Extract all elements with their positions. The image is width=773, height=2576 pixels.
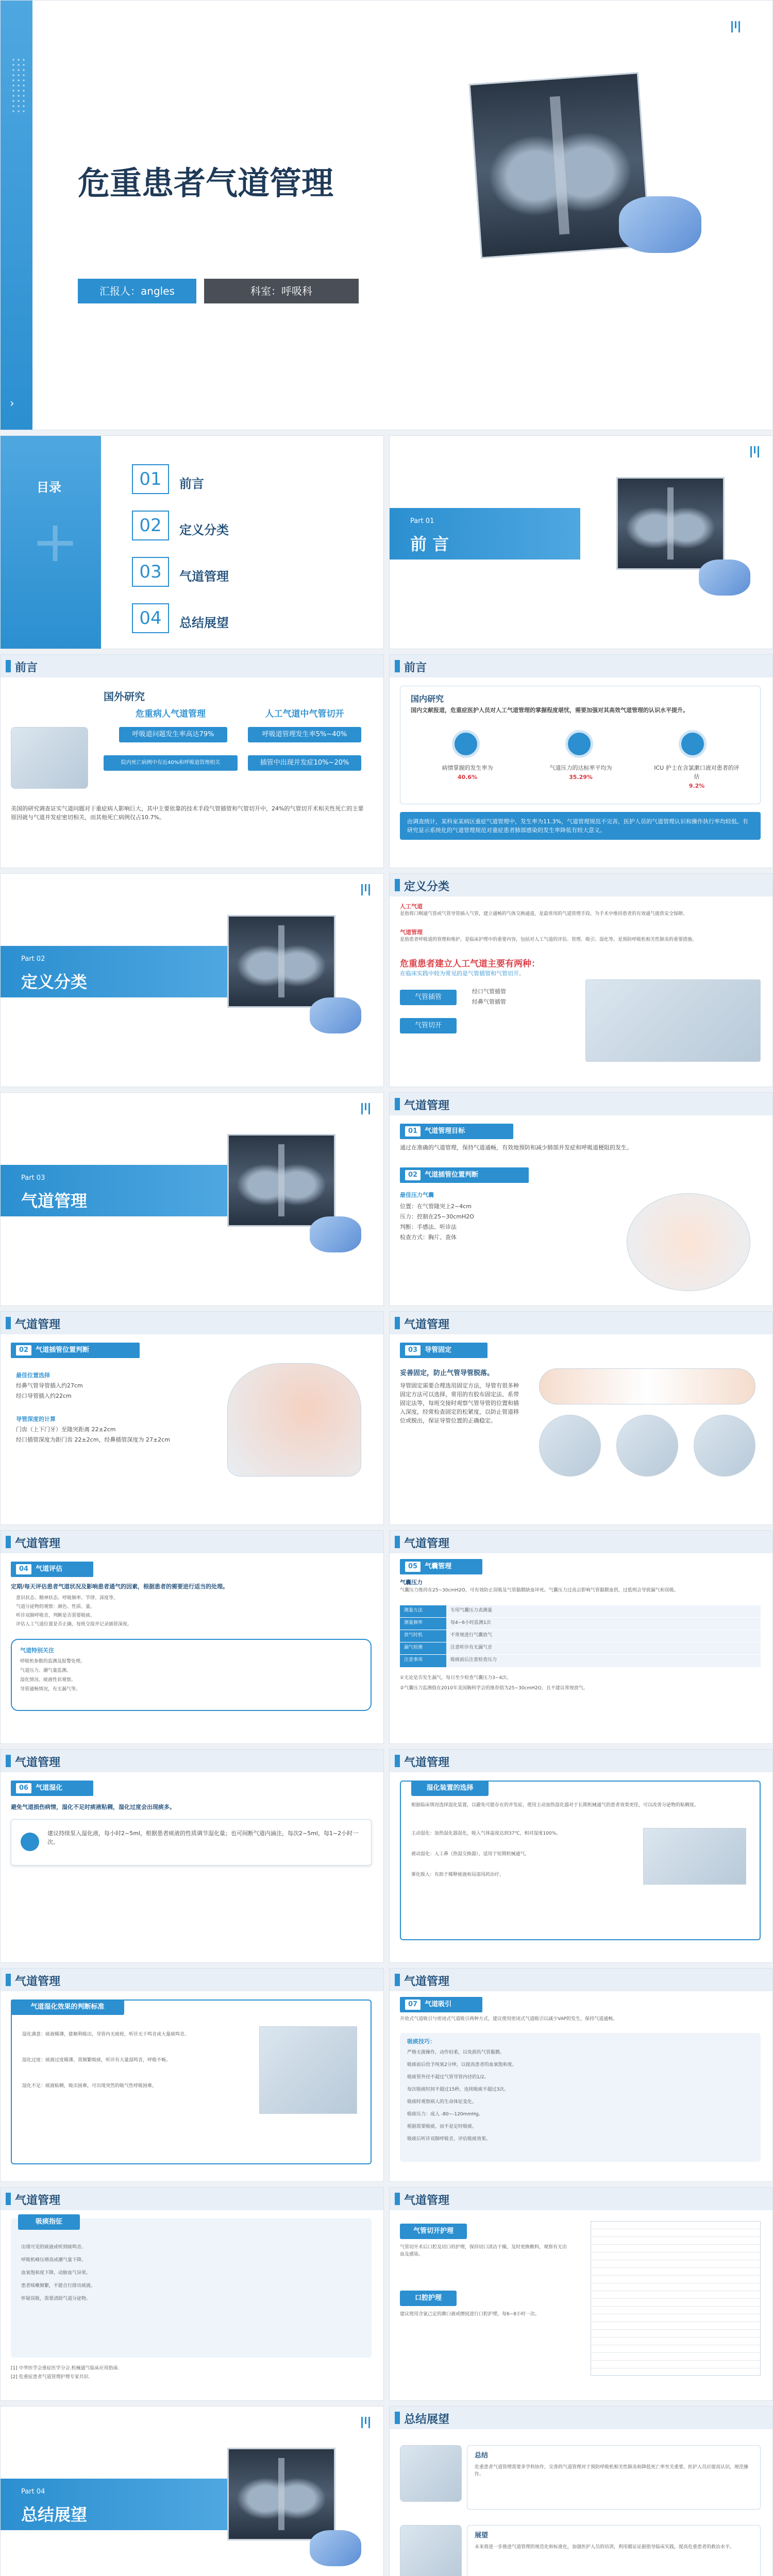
badge-num: 05 xyxy=(405,1562,421,1572)
list-item: 每次吸痰时间不超过15秒，连续吸痰不超过3次。 xyxy=(407,2087,509,2092)
box-heading: 吸痰技巧： xyxy=(407,2038,435,2045)
paragraph: 未来将进一步推进气道管理的规范化和标准化，加强医护人员的培训，利用循证证据指导临床实践，提高危重患者的救治水平。 xyxy=(475,2545,735,2550)
list-item: 气道压力、潮气量监测。 xyxy=(20,1668,72,1673)
toc-item[interactable] xyxy=(132,603,229,633)
section-badge xyxy=(11,1781,93,1796)
list-item: 导管通畅情况，有无漏气等。 xyxy=(20,1687,81,1692)
table-row xyxy=(400,1655,761,1667)
glove-image xyxy=(699,560,750,596)
intubation-diagram xyxy=(627,1193,750,1291)
cover-arrow-icon: › xyxy=(10,397,14,410)
sub-heading: 开放式气道吸引与密闭式气道吸引两种方式，建议使用密闭式气道吸引以减少VAP的发生，保持气道通畅。 xyxy=(400,2016,618,2022)
cuff-table xyxy=(400,1605,761,1667)
table-cell: 测量频率 xyxy=(400,1618,446,1630)
tips-box xyxy=(400,2033,761,2162)
lines-icon xyxy=(750,446,760,457)
section-badge xyxy=(11,1562,93,1577)
list-item: 出现可见的痰液或听到痰鸣音。 xyxy=(21,2245,87,2250)
slide-humidification xyxy=(0,1749,384,1963)
slide-summary xyxy=(389,2406,773,2576)
section-badge xyxy=(11,1343,140,1358)
glove-image xyxy=(310,1216,361,1252)
slide-title: 前言 xyxy=(404,662,427,674)
humidifier-diagram xyxy=(643,1828,746,1885)
def-heading: 气道管理 xyxy=(400,929,423,936)
reference: [1] 中华医学会重症医学分会.机械通气临床应用指南. xyxy=(11,2366,120,2371)
types-sub: 在临床实践中较为常见的是气管插管和气管切开。 xyxy=(400,970,525,977)
stat-box: 呼吸道管理发生率5%~40% xyxy=(248,727,361,742)
sub-heading: 导管深度的计算 xyxy=(16,1416,56,1422)
badge-text: 气道插管位置判断 xyxy=(36,1346,90,1354)
type-sub: 经口气管插管 xyxy=(472,988,506,995)
sub-heading: 定期/每天评估患者气道状况及影响患者通气的因素，根据患者的需要进行适当的处理。 xyxy=(11,1583,229,1590)
sub-heading: 避免气道损伤病情，湿化不足时痰液粘稠，湿化过度会出现痰多。 xyxy=(11,1804,175,1810)
list-item: 位置：在气管隆突上2~4cm xyxy=(400,1203,472,1210)
toc-text: 总结展望 xyxy=(179,616,229,630)
sub-heading: 最佳位置选择 xyxy=(16,1372,50,1379)
part-title: 气道管理 xyxy=(21,1191,88,1211)
info-box xyxy=(11,1819,372,1866)
table-cell: 注意事项 xyxy=(400,1655,446,1667)
section-badge xyxy=(400,1124,513,1139)
stat-value: 35.29% xyxy=(569,774,593,781)
slide-title: 气道管理 xyxy=(404,1099,450,1112)
stat-box: 呼吸道问题发生率高达79% xyxy=(119,727,227,742)
badge-num: 07 xyxy=(405,1999,421,2010)
note-box: 由调查统计，某科室某病区重症气道管理中，发生率为11.3%，气道管理规范不完善，医护人员的气道管理认识和操作执行率均较低。有研究显示系统化的气道管理规范对重症患者肺部感染的发生率降低有较大意义。 xyxy=(400,812,761,840)
part-banner xyxy=(390,508,580,560)
outlook-photo xyxy=(400,2525,462,2576)
intubation-photo xyxy=(585,979,761,1062)
slide-title: 气道管理 xyxy=(404,1756,450,1769)
paragraph: 气管切开术后口腔及切口的护理，保持切口清洁干燥，及时更换敷料，观察有无出血及感染。 xyxy=(400,2245,567,2257)
slide-airway-goal xyxy=(389,1092,773,1306)
part-banner xyxy=(1,1165,227,1216)
table-row xyxy=(400,1618,761,1630)
section-badge xyxy=(400,1559,482,1574)
slide-foreign-research xyxy=(0,654,384,868)
badge-num: 04 xyxy=(16,1564,31,1574)
part1-slide xyxy=(389,435,773,649)
types-heading: 危重患者建立人工气道主要有两种： xyxy=(400,959,540,969)
def-text: 是指患者呼吸道的管理和维护，是临床护理中的重要内容，包括对人工气道的评估、管理、吸引、湿化等，是预防呼吸机相关性肺炎的重要措施。 xyxy=(400,937,697,942)
toc-text: 定义分类 xyxy=(179,523,229,537)
type-label: 气管切开 xyxy=(400,1018,457,1033)
badge-text: 气道吸引 xyxy=(425,2001,452,2008)
badge-num: 02 xyxy=(405,1170,421,1180)
list-item: 湿化不足：痰液粘稠，吸出困难，可出现突然的吸气性呼吸困难。 xyxy=(22,2083,157,2089)
slide-header xyxy=(390,2406,772,2429)
slide-header xyxy=(390,2188,772,2210)
badge-text: 气道湿化 xyxy=(36,1784,63,1792)
toc-num: 01 xyxy=(132,464,169,494)
list-item: 根据需要吸痰，而不是定时吸痰。 xyxy=(407,2124,477,2129)
slide-suction xyxy=(389,1968,773,2182)
slide-header xyxy=(1,1531,383,1553)
badge-text: 气道评估 xyxy=(36,1565,63,1573)
list-item: 湿化满意：痰液稀薄，能顺利吸出，导管内无痰栓，听诊无干鸣音或大量痰鸣音。 xyxy=(22,2032,190,2037)
slide-header xyxy=(390,1312,772,1334)
cover-slide xyxy=(0,0,773,430)
lines-icon xyxy=(361,884,371,895)
stat-label: 气道压力的达标率平均为 xyxy=(549,765,612,771)
lung-illustration xyxy=(259,2026,357,2114)
badge-num: 02 xyxy=(16,1345,31,1355)
content-box xyxy=(400,1781,761,1940)
section-badge xyxy=(400,1167,529,1183)
slide-title: 气道管理 xyxy=(15,2194,61,2207)
slide-humidifier-selection xyxy=(389,1749,773,1963)
indications-box xyxy=(11,2218,372,2358)
sub-heading: 最佳压力气囊 xyxy=(400,1192,434,1198)
part-tag: Part 02 xyxy=(21,955,45,963)
toc-item[interactable] xyxy=(132,511,229,540)
sub-heading: 妥善固定，防止气管导管脱落。 xyxy=(400,1369,494,1377)
table-cell: 漏气检测 xyxy=(400,1642,446,1654)
paragraph: 危重患者气道管理需要多学科协作，完善的气道管理对于预防呼吸机相关性肺炎和降低死亡率至关重要，医护人员应提高认识，规范操作。 xyxy=(475,2465,749,2477)
lines-icon xyxy=(361,2417,371,2428)
list-item: 吸痰压力：成人 -80~-120mmHg。 xyxy=(407,2112,483,2117)
glove-image xyxy=(310,2530,361,2566)
slide-title: 前言 xyxy=(15,662,38,674)
stat-label: ICU 护士在含氯漱口液对患者的评估 xyxy=(654,765,740,781)
slide-header xyxy=(390,1750,772,1772)
slide-airway-assessment xyxy=(0,1530,384,1744)
type-sub: 经鼻气管插管 xyxy=(472,998,506,1005)
list-item: 患者咳嗽频繁，不能自行排出痰液。 xyxy=(21,2283,96,2289)
doctor-photo xyxy=(11,727,88,789)
list-item: 雾化吸入：有助于稀释痰液和局部用药治疗。 xyxy=(411,1872,505,1877)
slide-domestic-research xyxy=(389,654,773,868)
list-item: 湿化过度：痰液过度稀薄，需频繁吸痰，听诊有大量湿鸣音，呼吸不畅。 xyxy=(22,2058,171,2063)
xray-image xyxy=(227,915,335,1008)
list-item: 呼吸机参数的监测及报警处理。 xyxy=(20,1659,86,1664)
research-card xyxy=(400,686,761,804)
slide-title: 气道管理 xyxy=(15,1537,61,1550)
list-item: 湿化情况、痰液性状观察。 xyxy=(20,1677,76,1683)
slide-header xyxy=(1,2188,383,2210)
subtext: 国内文献报道，危重症医护人员对人工气道管理的掌握程度堪忧，需要加强对其高效气道管理的认识水平提升。 xyxy=(411,707,688,714)
box-heading: 吸痰指征 xyxy=(18,2214,80,2230)
part2-slide xyxy=(0,873,384,1087)
table-cell: 放气时机 xyxy=(400,1630,446,1642)
note: ②气囊压力监测值在2010年美国胸科学会的推荐值为25~30cmH2O，且不建议常规放气。 xyxy=(400,1686,588,1691)
card-heading: 展望 xyxy=(475,2532,489,2539)
slide-tracheostomy-care xyxy=(389,2187,773,2401)
slide-cuff-management xyxy=(389,1530,773,1744)
list-item: 怀疑误吸，需要清除气道分泌物。 xyxy=(21,2296,91,2301)
list-item: 吸痰后听诊双肺呼吸音，评估吸痰效果。 xyxy=(407,2137,491,2142)
part-tag: Part 03 xyxy=(21,1174,45,1182)
stat-circle-icon xyxy=(565,730,593,758)
paragraph: 建议使用含氯己定的漱口液或擦拭进行口腔护理，每6~8小时一次。 xyxy=(400,2312,540,2317)
part-title: 前 言 xyxy=(410,534,449,554)
slide-header xyxy=(1,1969,383,1991)
slide-header xyxy=(390,1531,772,1553)
toc-num: 02 xyxy=(132,511,169,540)
card-heading: 总结 xyxy=(475,2452,489,2460)
def-heading: 人工气道 xyxy=(400,903,423,910)
def-text: 是指将口咽通气管或气管导管插入气管，建立通畅的气体交换通道，是最常用的气道管理手段。为手术中维持患者的有效通气提供安全保障。 xyxy=(400,911,688,917)
table-row xyxy=(400,1642,761,1655)
slide-title: 气道管理 xyxy=(15,1318,61,1331)
slide-header xyxy=(1,1750,383,1772)
part-title: 定义分类 xyxy=(21,972,88,992)
part4-slide xyxy=(0,2406,384,2576)
reference: [2] 危重症患者气道管理护理专家共识. xyxy=(11,2375,90,2380)
part-tag: Part 04 xyxy=(21,2488,45,2496)
list-item: 吸痰管外径不超过气管导管内径的1/2。 xyxy=(407,2075,489,2080)
badge-num: 06 xyxy=(16,1783,31,1793)
plus-icon: + xyxy=(31,509,79,574)
slide-title: 气道管理 xyxy=(404,1975,450,1988)
stat-box: 院内死亡病例中有近40%和呼吸道管理相关 xyxy=(104,755,238,771)
slide-header xyxy=(1,655,383,677)
note: ①无论是否发生漏气，每日至少检查气囊压力3~4次。 xyxy=(400,1675,512,1681)
list-item: 气道分泌物的观察：颜色、性质、量。 xyxy=(16,1604,95,1609)
table-cell: 吸痰前后注意检查压力 xyxy=(446,1655,761,1667)
toc-side-block xyxy=(1,436,101,649)
list-item: 听诊双肺呼吸音，判断是否需要吸痰。 xyxy=(16,1613,95,1618)
table-cell: 测量方法 xyxy=(400,1605,446,1617)
box-heading: 气道湿化效果的判断标准 xyxy=(11,1999,124,2015)
slide-tube-position xyxy=(0,1311,384,1525)
toc-label: 目录 xyxy=(37,480,61,495)
part3-slide xyxy=(0,1092,384,1306)
stat-box: 插管中出现并发症10%~20% xyxy=(248,755,361,771)
slide-title: 气道管理 xyxy=(404,2194,450,2207)
part-tag: Part 01 xyxy=(410,517,434,525)
slide-title: 气道管理 xyxy=(404,1537,450,1550)
cover-reporter: 汇报人：angles xyxy=(78,279,196,303)
box-heading: 湿化装置的选择 xyxy=(411,1781,489,1796)
list-item: 严格无菌操作，动作轻柔，以免损伤气管黏膜。 xyxy=(407,2050,505,2055)
toc-text: 前言 xyxy=(179,477,204,491)
paragraph: 美国的研究调查证实气道问题对于重症病人影响巨大，其中主要依靠的技术手段气管插管和气管切开中，24%的气管切开术相关性死亡的主要原因就与气道并发症密切相关，而其他死亡病例仅占10.7%。 xyxy=(11,805,364,821)
attention-box xyxy=(11,1639,372,1711)
slide-header xyxy=(390,874,772,896)
table-cell: 注意听诊有无漏气音 xyxy=(446,1642,761,1654)
table-cell: 每4~6小时监测1次 xyxy=(446,1618,761,1630)
criteria-box xyxy=(11,1999,372,2164)
section-badge xyxy=(400,1343,488,1358)
summary-photo xyxy=(400,2445,462,2502)
table-row xyxy=(400,1630,761,1642)
paragraph: 导管固定需要合理选用固定方法，导管有很多种固定方法可以选择，常用的有胶布固定法、系带固定法等，每班交接时观察气管导管的位置和插入深度，经常检查固定的松紧度，以防止管道移位或脱出，保证导管位置的正确稳定。 xyxy=(400,1382,519,1425)
badge-text: 导管固定 xyxy=(425,1346,452,1354)
list-item: 判断：手感法、听诊法 xyxy=(400,1224,457,1230)
slide-humidification-criteria xyxy=(0,1968,384,2182)
slide-title: 总结展望 xyxy=(404,2413,450,2426)
care-form-image xyxy=(591,2221,761,2376)
lines-icon xyxy=(361,1103,371,1114)
cover-title: 危重患者气道管理 xyxy=(78,164,334,202)
box-heading: 气道特别关注 xyxy=(20,1647,54,1654)
list-item: 主动湿化：加热湿化器湿化，吸入气体温度达到37℃，相对湿度100%。 xyxy=(411,1831,561,1836)
table-row xyxy=(400,1605,761,1618)
table-cell: 专用气囊压力表测量 xyxy=(446,1605,761,1617)
badge-text: 气道插管位置判断 xyxy=(425,1171,479,1179)
list-item: 意识状态、精神状态、呼吸频率、节律、深度等。 xyxy=(16,1596,119,1601)
left-label: 危重病人气道管理 xyxy=(136,709,206,719)
xray-image xyxy=(616,477,725,570)
paragraph: 建议持续泵入湿化液，每小时2~5ml，根据患者痰液的性质调节湿化量；也可间断气道内滴注，每次2~5ml，每1~2小时一次。 xyxy=(47,1830,359,1846)
list-item: 经鼻气管导管插入约27cm xyxy=(16,1382,83,1389)
list-item: 压力：控制在25~30cmH2O xyxy=(400,1213,474,1220)
slide-header xyxy=(390,1093,772,1115)
part-banner xyxy=(1,2479,227,2530)
list-item: 经口导管插入约22cm xyxy=(16,1393,72,1399)
type-label: 气管插管 xyxy=(400,990,457,1005)
cover-glove-image xyxy=(619,196,701,253)
paragraph: 根据临床情况选择湿化装置，以避免可能存在的并发症，使用主动加热湿化器对于长期机械通气的患者效果更佳，可以改善分泌物的粘稠度。 xyxy=(411,1803,699,1808)
fixation-diagram xyxy=(539,1368,755,1404)
right-label: 人工气道中气管切开 xyxy=(265,709,344,719)
stat-value: 40.6% xyxy=(457,774,478,781)
list-item: 血氧饱和度下降，动脉血气异常。 xyxy=(21,2270,91,2276)
slide-title: 气道管理 xyxy=(404,1318,450,1331)
slide-tube-fixation xyxy=(389,1311,773,1525)
intubation-illustration xyxy=(227,1363,361,1477)
section-heading: 国外研究 xyxy=(104,690,145,703)
badge-text: 气囊管理 xyxy=(425,1563,452,1570)
toc-slide xyxy=(0,435,384,649)
info-icon xyxy=(21,1833,39,1851)
xray-image xyxy=(227,1134,335,1227)
stat-label: 病情掌握的发生率为 xyxy=(442,765,493,771)
list-item: 被动湿化：人工鼻（热湿交换器），适用于短期机械通气。 xyxy=(411,1852,530,1857)
list-item: 检查方式：胸片、查体 xyxy=(400,1234,457,1241)
xray-image xyxy=(227,2448,335,2540)
badge-text: 气道管理目标 xyxy=(425,1127,465,1135)
table-cell: 不常规进行气囊放气 xyxy=(446,1630,761,1642)
list-item: 门齿（上下门牙）至隆突距离 22±2cm xyxy=(16,1426,116,1433)
slide-title: 气道管理 xyxy=(15,1975,61,1988)
cover-lines-icon xyxy=(731,21,741,32)
section-badge xyxy=(400,1997,482,2012)
goal-text: 通过在准确的气道管理，保持气道通畅，有效地预防和减少肺部并发症和呼吸道梗阻的发生。 xyxy=(400,1144,632,1151)
list-item: 吸痰时观察病人的生命体征变化。 xyxy=(407,2099,477,2105)
list-item: 吸痰前后给予纯氧2分钟，以提高患者的血氧饱和度。 xyxy=(407,2062,517,2067)
sub-heading: 气囊压力 xyxy=(400,1579,423,1586)
stat-circle-icon xyxy=(452,730,480,758)
badge-num: 01 xyxy=(405,1126,421,1137)
slide-definition xyxy=(389,873,773,1087)
stat-circle-icon xyxy=(679,730,707,758)
slide-header xyxy=(390,1969,772,1991)
toc-item[interactable] xyxy=(132,464,204,494)
patient-face-image xyxy=(616,1415,678,1477)
outlook-card xyxy=(467,2525,761,2576)
part-title: 总结展望 xyxy=(21,2505,88,2524)
stat-value: 9.2% xyxy=(688,783,705,789)
section-label: 气管切开护理 xyxy=(400,2224,467,2239)
slide-suction-indications xyxy=(0,2187,384,2401)
slide-title: 定义分类 xyxy=(404,880,450,893)
toc-text: 气道管理 xyxy=(179,569,229,584)
slide-header xyxy=(390,655,772,677)
summary-card xyxy=(467,2445,761,2510)
slide-title: 气道管理 xyxy=(15,1756,61,1769)
toc-item[interactable] xyxy=(132,557,229,587)
paragraph: 气囊压力维持在25~30cmH2O，可有效防止误吸及气管黏膜缺血坏死。气囊压力过高会影响气管黏膜血供，过低则会导致漏气和误吸。 xyxy=(400,1588,679,1593)
list-item: 呼吸机峰压增高或潮气量下降。 xyxy=(21,2258,87,2263)
section-label: 口腔护理 xyxy=(400,2291,457,2306)
cover-dots xyxy=(11,57,26,114)
list-item: 经口插管深度为距门齿 22±2cm，经鼻插管深度为 27±2cm xyxy=(16,1436,170,1443)
toc-num: 04 xyxy=(132,603,169,633)
toc-num: 03 xyxy=(132,557,169,587)
cover-dept: 科室：呼吸科 xyxy=(204,279,359,303)
patient-face-image xyxy=(694,1415,755,1477)
list-item: 评估人工气道位置是否正确，每班交接并记录插管深度。 xyxy=(16,1622,132,1627)
patient-face-image xyxy=(539,1415,601,1477)
section-heading: 国内研究 xyxy=(411,694,444,704)
badge-num: 03 xyxy=(405,1345,421,1355)
slide-header xyxy=(1,1312,383,1334)
part-banner xyxy=(1,946,227,997)
glove-image xyxy=(310,997,361,1033)
